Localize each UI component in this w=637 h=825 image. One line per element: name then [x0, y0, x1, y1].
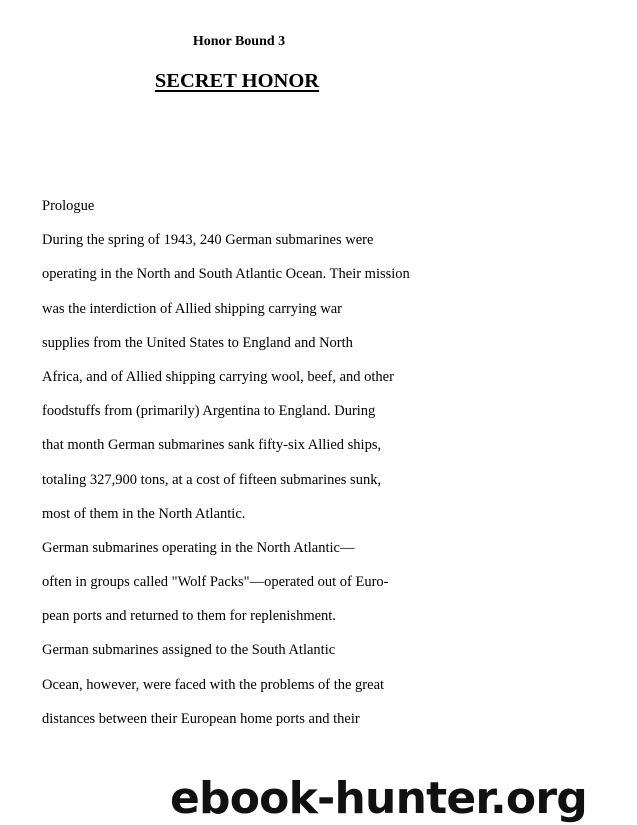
prologue-heading: Prologue: [42, 198, 95, 214]
text-line: During the spring of 1943, 240 German submarines were: [42, 232, 374, 249]
book-title: SECRET HONOR: [154, 70, 320, 92]
text-line: German submarines operating in the North Atlantic—: [42, 539, 355, 556]
text-line: most of them in the North Atlantic.: [42, 505, 246, 522]
text-line: German submarines assigned to the South Atlantic: [42, 642, 336, 659]
text-line: operating in the North and South Atlantic Ocean. Their mission: [42, 266, 410, 283]
series-heading: Honor Bound 3: [192, 34, 286, 49]
text-line: that month German submarines sank fifty-six Allied ships,: [42, 437, 382, 454]
text-line: Africa, and of Allied shipping carrying wool, beef, and other: [42, 368, 394, 385]
text-line: pean ports and returned to them for replenishment.: [42, 608, 336, 625]
text-line: totaling 327,900 tons, at a cost of fifteen submarines sunk,: [42, 471, 382, 488]
text-line: often in groups called "Wolf Packs"—operated out of Euro-: [42, 574, 389, 591]
text-line: Ocean, however, were faced with the problems of the great: [42, 676, 385, 693]
text-line: distances between their European home ports and their: [42, 710, 360, 727]
text-line: supplies from the United States to England and North: [42, 334, 353, 351]
text-line: was the interdiction of Allied shipping carrying war: [42, 300, 342, 317]
text-line: foodstuffs from (primarily) Argentina to England. During: [42, 403, 376, 420]
body-text: [42, 195, 602, 742]
watermark-text: ebook-hunter.org: [170, 773, 587, 824]
